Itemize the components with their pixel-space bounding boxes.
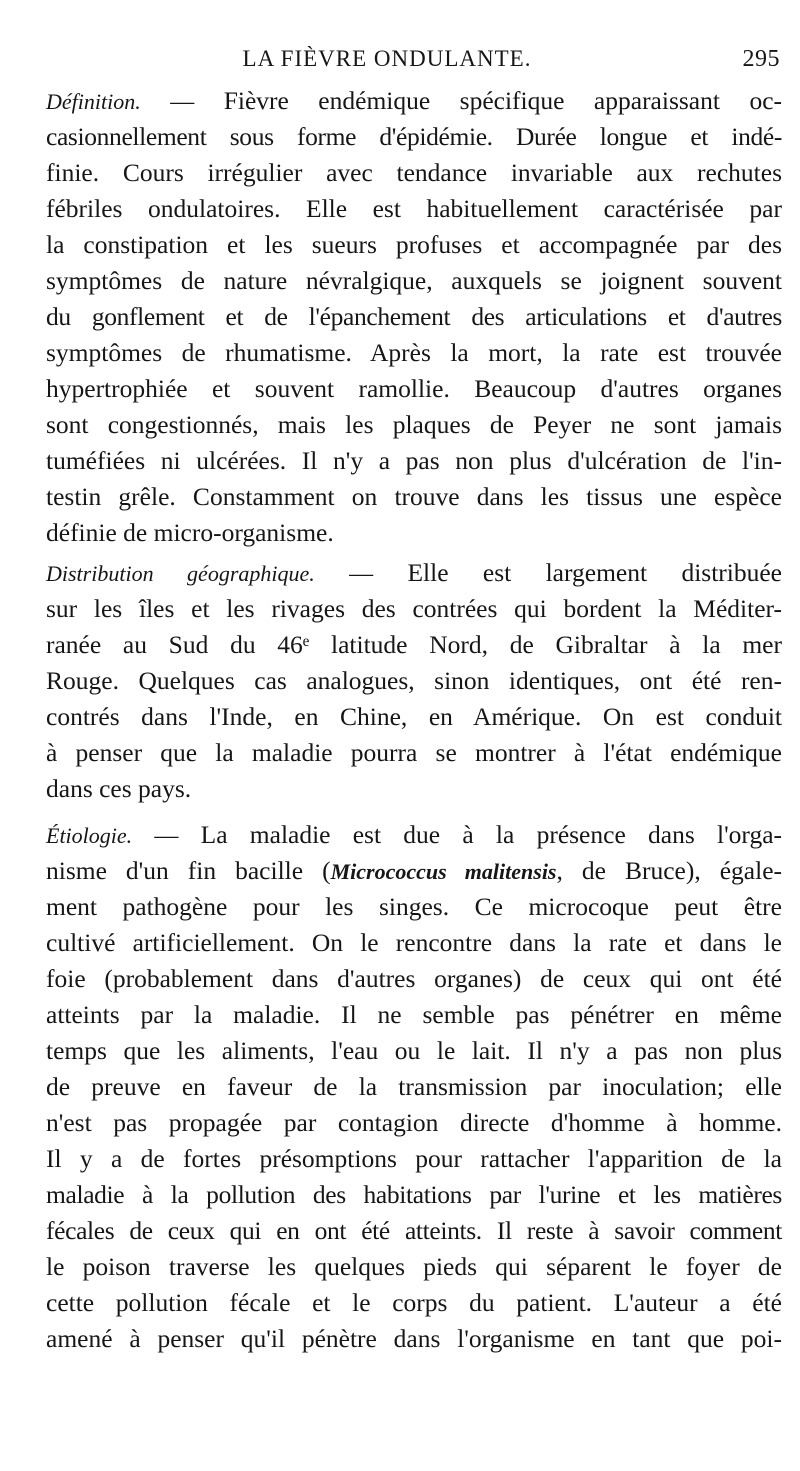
text-line: définie de micro-organisme.: [46, 518, 334, 547]
text-line: hypertrophiée et souvent ramollie. Beaucoup d'autres organes: [46, 374, 782, 403]
page-number: 295: [742, 46, 780, 72]
text-line: finie. Cours irrégulier avec tendance invariable aux rechutes: [46, 158, 782, 187]
text-line: cultivé artificiellement. On le rencontre dans la rate et dans le: [46, 928, 782, 957]
text-line: temps que les aliments, l'eau ou le lait. Il n'y a pas non plus: [46, 1036, 782, 1065]
section-label-etiologie: Étiologie.: [46, 823, 133, 848]
section-label-definition: Définition.: [46, 89, 141, 114]
line-text: La maladie est due à la présence dans l'orga-: [200, 820, 783, 849]
text-line: tuméfiées ni ulcérées. Il n'y a pas non plus d'ulcération de l'in-: [46, 446, 782, 475]
em-dash: —: [349, 561, 374, 587]
text-line: ment pathogène pour les singes. Ce microcoque peut être: [46, 892, 782, 921]
text-line: ranée au Sud du 46ᵉ latitude Nord, de Gibraltar à la mer: [46, 630, 782, 659]
text-line: cette pollution fécale et le corps du patient. L'auteur a été: [46, 1288, 782, 1317]
text-line: fébriles ondulatoires. Elle est habituellement caractérisée par: [46, 194, 782, 223]
text-line: [46, 84, 782, 118]
text-line: sur les îles et les rivages des contrées qui bordent la Méditer-: [46, 594, 782, 623]
text-line: le poison traverse les quelques pieds qui séparent le foyer de: [46, 1252, 782, 1281]
text-line: n'est pas propagée par contagion directe d'homme à homme.: [46, 1108, 782, 1137]
text-line: testin grêle. Constamment on trouve dans les tissus une espèce: [46, 482, 782, 511]
running-title: LA FIÈVRE ONDULANTE.: [242, 46, 532, 71]
text-line: la constipation et les sueurs profuses et accompagnée par des: [46, 230, 782, 259]
text-line: atteints par la maladie. Il ne semble pas pénétrer en même: [46, 1000, 782, 1029]
text-line: à penser que la maladie pourra se montrer à l'état endémique: [46, 738, 782, 767]
line-text: nisme d'un fin bacille (: [46, 856, 331, 885]
em-dash: —: [170, 89, 195, 115]
text-line: Rouge. Quelques cas analogues, sinon identiques, ont été ren-: [46, 666, 782, 695]
text-line: symptômes de nature névralgique, auxquels se joignent souvent: [46, 266, 782, 295]
text-line: fécales de ceux qui en ont été atteints. Il reste à savoir comment: [46, 1216, 782, 1245]
text-line: maladie à la pollution des habitations par l'urine et les matières: [46, 1180, 782, 1209]
section-label-distribution: Distribution géographique.: [46, 561, 315, 586]
line-text: Elle est largement distribuée: [407, 558, 782, 587]
text-line: Il y a de fortes présomptions pour rattacher l'apparition de la: [46, 1144, 782, 1173]
text-line: du gonflement et de l'épanchement des articulations et d'autres: [46, 302, 782, 331]
text-line: dans ces pays.: [46, 774, 192, 803]
text-line: casionnellement sous forme d'épidémie. Durée longue et indé-: [46, 122, 782, 151]
line-text: , de Bruce), égale-: [556, 856, 783, 885]
species-name: Micrococcus malitensis: [330, 859, 557, 884]
text-line: symptômes de rhumatisme. Après la mort, la rate est trouvée: [46, 338, 782, 367]
em-dash: —: [154, 823, 179, 849]
running-head: [60, 44, 780, 74]
text-line: [46, 854, 782, 888]
text-line: [46, 818, 782, 852]
text-line: [46, 556, 782, 590]
line-text: Fièvre endémique spécifique apparaissant oc-: [223, 86, 783, 115]
text-line: contrés dans l'Inde, en Chine, en Amérique. On est conduit: [46, 702, 782, 731]
text-line: amené à penser qu'il pénètre dans l'organisme en tant que poi-: [46, 1324, 782, 1353]
text-line: foie (probablement dans d'autres organes) de ceux qui ont été: [46, 964, 782, 993]
text-line: de preuve en faveur de la transmission par inoculation; elle: [46, 1072, 782, 1101]
text-line: sont congestionnés, mais les plaques de Peyer ne sont jamais: [46, 410, 782, 439]
